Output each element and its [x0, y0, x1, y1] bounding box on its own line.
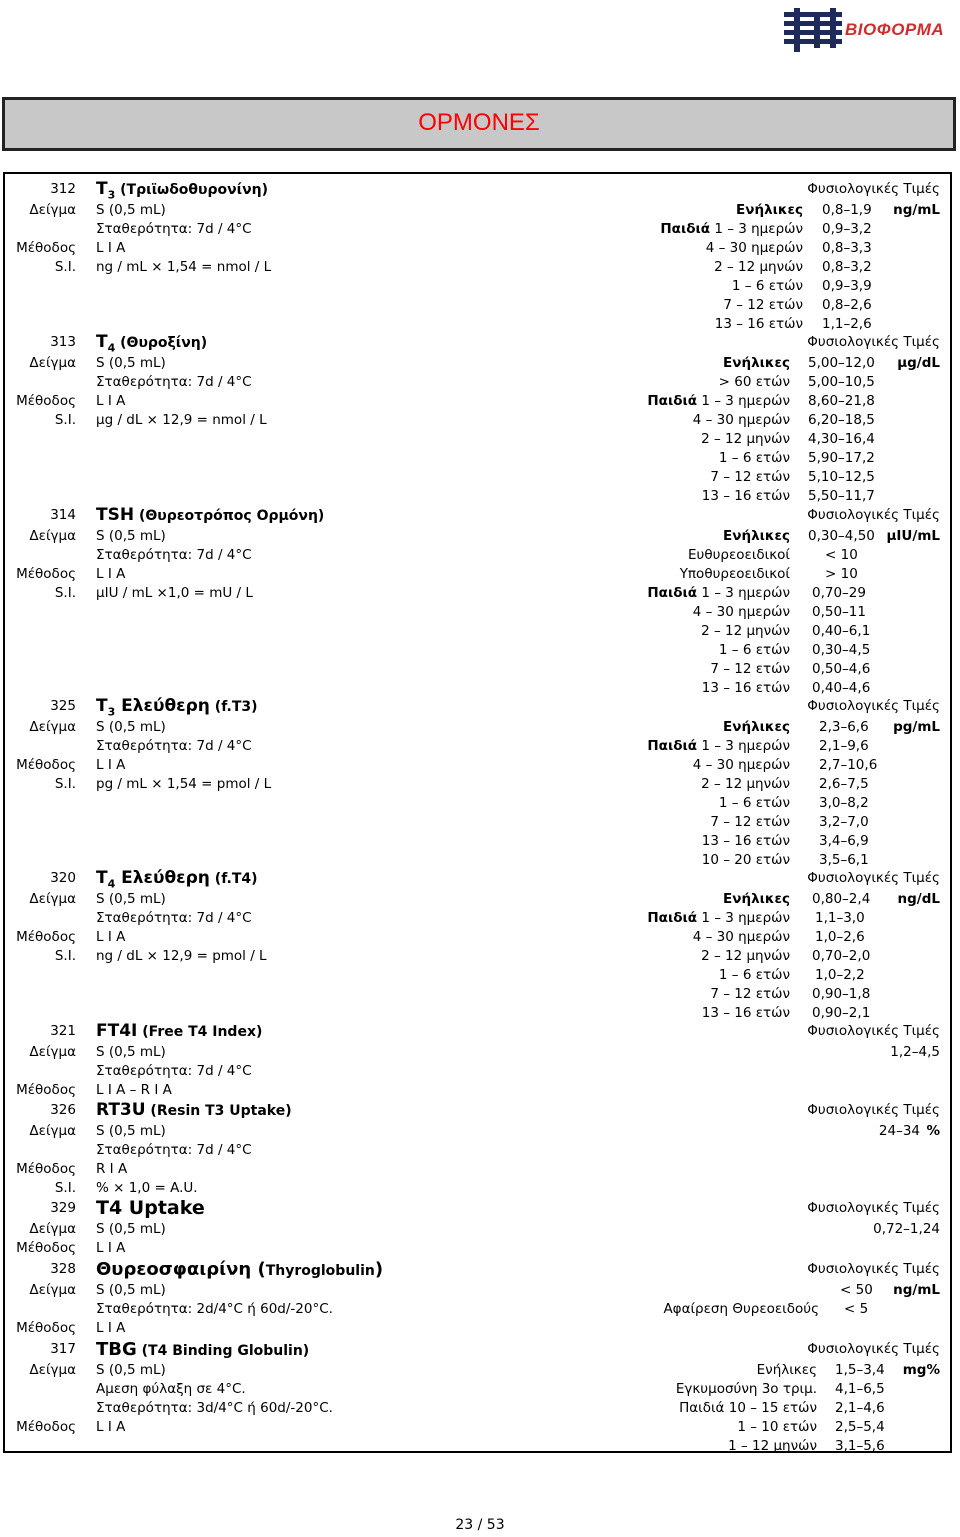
sample-value: S (0,5 mL) [96, 1282, 166, 1298]
range-value: 2,7–10,6 [819, 757, 878, 773]
method-label: Μέθοδος [16, 240, 76, 256]
range-value: 0,30–4,50 [808, 528, 875, 544]
group-label: 1 – 6 ετών [718, 967, 790, 983]
group-label: 7 – 12 ετών [723, 297, 803, 313]
sample-label: Δείγμα [29, 1362, 76, 1378]
range-value: 0,90–2,1 [812, 1005, 871, 1021]
group-label: Ενήλικες [736, 202, 803, 218]
range-value: 0,9–3,9 [822, 278, 872, 294]
method-label: Μέθοδος [16, 1082, 76, 1098]
range-value: 0,72–1,24 [873, 1221, 940, 1237]
range-value: 0,40–4,6 [812, 680, 871, 696]
stability: Σταθερότητα: 7d / 4°C [96, 374, 252, 390]
group-label: Υποθυρεοειδικοί [679, 566, 790, 582]
stability: Σταθερότητα: 7d / 4°C [96, 1142, 252, 1158]
group-label: 1 – 6 ετών [718, 450, 790, 466]
sample-value: S (0,5 mL) [96, 1221, 166, 1237]
group-label: Ενήλικες [723, 719, 790, 735]
method-value: L I A [96, 1419, 126, 1435]
sample-value: S (0,5 mL) [96, 891, 166, 907]
test-name: TBG (T4 Binding Globulin) [96, 1339, 310, 1360]
sample-label: Δείγμα [29, 1044, 76, 1060]
si-value: pg / mL × 1,54 = pmol / L [96, 776, 272, 792]
range-value: 5,10–12,5 [808, 469, 875, 485]
test-name: FT4I (Free T4 Index) [96, 1021, 263, 1041]
method-value: R I A [96, 1161, 128, 1177]
unit: ng/mL [893, 1282, 940, 1298]
si-value: % × 1,0 = A.U. [96, 1180, 198, 1196]
group-label: 2 – 12 μηνών [701, 623, 790, 639]
group-label: 2 – 12 μηνών [701, 431, 790, 447]
group-label: 13 – 16 ετών [701, 833, 790, 849]
range-value: 4,1–6,5 [835, 1381, 885, 1397]
normal-values-label: Φυσιολογικές Τιμές [807, 698, 940, 714]
normal-values-label: Φυσιολογικές Τιμές [807, 334, 940, 350]
sample-label: Δείγμα [29, 1282, 76, 1298]
sample-label: Δείγμα [29, 1221, 76, 1237]
method-value: L I A [96, 1320, 126, 1336]
range-value: 5,00–12,0 [808, 355, 875, 371]
test-code: 312 [50, 181, 76, 197]
test-name: Θυρεοσφαιρίνη (Thyroglobulin) [96, 1259, 384, 1280]
method-label: Μέθοδος [16, 393, 76, 409]
sample-value: S (0,5 mL) [96, 202, 166, 218]
sample-value: S (0,5 mL) [96, 1362, 166, 1378]
range-value: 5,90–17,2 [808, 450, 875, 466]
group-label: 13 – 16 ετών [714, 316, 803, 332]
test-name: $T_4$ (Θυροξίνη) [96, 332, 208, 355]
test-code: 320 [50, 870, 76, 886]
group-label: 1 – 12 μηνών [728, 1438, 817, 1454]
group-label: 4 – 30 ημερών [692, 604, 790, 620]
range-value: 0,40–6,1 [812, 623, 871, 639]
range-value: 1,1–2,6 [822, 316, 872, 332]
group-label: Παιδιά 1 – 3 ημερών [647, 585, 790, 601]
method-label: Μέθοδος [16, 929, 76, 945]
group-label: 7 – 12 ετών [710, 986, 790, 1002]
sample-value: S (0,5 mL) [96, 1123, 166, 1139]
sample-label: Δείγμα [29, 355, 76, 371]
test-name: $T_4$ Ελεύθερη (f.T4) [96, 868, 258, 891]
test-name: TSH (Θυρεοτρόπος Ορμόνη) [96, 505, 325, 525]
group-label: 2 – 12 μηνών [714, 259, 803, 275]
unit: pg/mL [893, 719, 940, 735]
group-label: 2 – 12 μηνών [701, 948, 790, 964]
group-label: Ενήλικες [723, 528, 790, 544]
range-value: 1,0–2,2 [815, 967, 865, 983]
sample-value: S (0,5 mL) [96, 719, 166, 735]
range-value: 0,50–11 [812, 604, 866, 620]
range-value: 0,90–1,8 [812, 986, 871, 1002]
range-value: 5,00–10,5 [808, 374, 875, 390]
stability: Σταθερότητα: 7d / 4°C [96, 910, 252, 926]
sample-label: Δείγμα [29, 202, 76, 218]
unit: μIU/mL [886, 528, 940, 544]
group-label: Παιδιά 10 – 15 ετών [679, 1400, 817, 1416]
group-label: 4 – 30 ημερών [692, 412, 790, 428]
si-value: μg / dL × 12,9 = nmol / L [96, 412, 267, 428]
test-code: 329 [50, 1200, 76, 1216]
normal-values-label: Φυσιολογικές Τιμές [807, 1200, 940, 1216]
group-label: Ευθυρεοειδικοί [687, 547, 790, 563]
group-label: 4 – 30 ημερών [692, 757, 790, 773]
stability: Σταθερότητα: 7d / 4°C [96, 1063, 252, 1079]
range-value: 0,50–4,6 [812, 661, 871, 677]
method-label: Μέθοδος [16, 566, 76, 582]
method-value: L I A – R I A [96, 1082, 172, 1098]
group-label: 7 – 12 ετών [710, 814, 790, 830]
logo-text: ΒΙΟΦΟΡΜΑ [845, 20, 945, 39]
test-code: 325 [50, 698, 76, 714]
si-value: μIU / mL ×1,0 = mU / L [96, 585, 253, 601]
si-value: ng / mL × 1,54 = nmol / L [96, 259, 272, 275]
group-label: 2 – 12 μηνών [701, 776, 790, 792]
group-label: > 60 ετών [718, 374, 790, 390]
normal-values-label: Φυσιολογικές Τιμές [807, 1102, 940, 1118]
unit: ng/mL [893, 202, 940, 218]
method-label: Μέθοδος [16, 1161, 76, 1177]
sample-value: S (0,5 mL) [96, 1044, 166, 1060]
test-code: 321 [50, 1023, 76, 1039]
group-label: Παιδιά 1 – 3 ημερών [647, 393, 790, 409]
sample-value: S (0,5 mL) [96, 528, 166, 544]
range-value: 0,8–2,6 [822, 297, 872, 313]
stability: Σταθερότητα: 3d/4°C ή 60d/-20°C. [96, 1400, 333, 1416]
range-value: 2,1–4,6 [835, 1400, 885, 1416]
range-value: 3,0–8,2 [819, 795, 869, 811]
method-label: Μέθοδος [16, 1240, 76, 1256]
si-label: S.I. [54, 412, 76, 428]
test-name: $T_3$ (Τριϊωδοθυρονίνη) [96, 179, 269, 202]
si-label: S.I. [54, 585, 76, 601]
test-name: $T_3$ Ελεύθερη (f.T3) [96, 696, 258, 719]
range-value: < 5 [844, 1301, 869, 1317]
normal-values-label: Φυσιολογικές Τιμές [807, 1023, 940, 1039]
group-label: 7 – 12 ετών [710, 469, 790, 485]
test-code: 314 [50, 507, 76, 523]
range-value: 0,9–3,2 [822, 221, 872, 237]
method-value: L I A [96, 757, 126, 773]
method-label: Μέθοδος [16, 1419, 76, 1435]
group-label: 1 – 6 ετών [718, 642, 790, 658]
stability: Σταθερότητα: 2d/4°C ή 60d/-20°C. [96, 1301, 333, 1317]
unit: μg/dL [897, 355, 940, 371]
range-value: 1,5–3,4 [835, 1362, 885, 1378]
stability: Σταθερότητα: 7d / 4°C [96, 547, 252, 563]
method-value: L I A [96, 240, 126, 256]
stability: Σταθερότητα: 7d / 4°C [96, 738, 252, 754]
test-code: 328 [50, 1261, 76, 1277]
range-value: 0,8–1,9 [822, 202, 872, 218]
range-value: 2,3–6,6 [819, 719, 869, 735]
range-value: 3,1–5,6 [835, 1438, 885, 1454]
normal-values-label: Φυσιολογικές Τιμές [807, 181, 940, 197]
method-value: L I A [96, 566, 126, 582]
si-label: S.I. [54, 1180, 76, 1196]
range-value: 1,0–2,6 [815, 929, 865, 945]
range-value: 5,50–11,7 [808, 488, 875, 504]
sample-label: Δείγμα [29, 1123, 76, 1139]
group-label: Παιδιά 1 – 3 ημερών [647, 738, 790, 754]
test-code: 326 [50, 1102, 76, 1118]
group-label: 7 – 12 ετών [710, 661, 790, 677]
test-code: 317 [50, 1341, 76, 1357]
page-title: ΟΡΜΟΝΕΣ [418, 109, 540, 136]
group-label: Αφαίρεση Θυρεοειδούς [663, 1301, 819, 1317]
range-value: 2,6–7,5 [819, 776, 869, 792]
group-label: Παιδιά 1 – 3 ημερών [647, 910, 790, 926]
group-label: Ενήλικες [756, 1362, 817, 1378]
range-value: 0,70–2,0 [812, 948, 871, 964]
test-code: 313 [50, 334, 76, 350]
method-value: L I A [96, 1240, 126, 1256]
unit: % [926, 1123, 940, 1139]
group-label: 13 – 16 ετών [701, 1005, 790, 1021]
method-label: Μέθοδος [16, 1320, 76, 1336]
range-value: 24–34 [878, 1123, 920, 1139]
range-value: 6,20–18,5 [808, 412, 875, 428]
range-value: 0,70–29 [812, 585, 866, 601]
group-label: 1 – 6 ετών [731, 278, 803, 294]
range-value: 8,60–21,8 [808, 393, 875, 409]
sample-label: Δείγμα [29, 891, 76, 907]
range-value: 3,4–6,9 [819, 833, 869, 849]
range-value: < 50 [840, 1282, 873, 1298]
group-label: 4 – 30 ημερών [692, 929, 790, 945]
group-label: 1 – 10 ετών [737, 1419, 817, 1435]
test-name: RT3U (Resin T3 Uptake) [96, 1100, 292, 1120]
range-value: 0,80–2,4 [812, 891, 871, 907]
range-value: 0,30–4,5 [812, 642, 871, 658]
normal-values-label: Φυσιολογικές Τιμές [807, 1341, 940, 1357]
range-value: > 10 [825, 566, 858, 582]
range-value: 1,2–4,5 [890, 1044, 940, 1060]
normal-values-label: Φυσιολογικές Τιμές [807, 870, 940, 886]
storage: Αμεση φύλαξη σε 4°C. [96, 1381, 246, 1397]
group-label: 13 – 16 ετών [701, 680, 790, 696]
range-value: 1,1–3,0 [815, 910, 865, 926]
range-value: 3,5–6,1 [819, 852, 869, 868]
group-label: 1 – 6 ετών [718, 795, 790, 811]
group-label: Ενήλικες [723, 891, 790, 907]
sample-label: Δείγμα [29, 719, 76, 735]
test-name: T4 Uptake [96, 1197, 205, 1219]
range-value: 0,8–3,3 [822, 240, 872, 256]
range-value: < 10 [825, 547, 858, 563]
si-label: S.I. [54, 948, 76, 964]
si-label: S.I. [54, 776, 76, 792]
group-label: 10 – 20 ετών [701, 852, 790, 868]
range-value: 2,5–5,4 [835, 1419, 885, 1435]
si-label: S.I. [54, 259, 76, 275]
unit: mg% [902, 1362, 940, 1378]
unit: ng/dL [897, 891, 940, 907]
normal-values-label: Φυσιολογικές Τιμές [807, 1261, 940, 1277]
group-label: Εγκυμοσύνη 3ο τριμ. [675, 1381, 817, 1397]
method-value: L I A [96, 393, 126, 409]
page-number: 23 / 53 [455, 1517, 505, 1533]
range-value: 0,8–3,2 [822, 259, 872, 275]
group-label: Ενήλικες [723, 355, 790, 371]
range-value: 4,30–16,4 [808, 431, 875, 447]
title-bar [2, 97, 956, 151]
method-label: Μέθοδος [16, 757, 76, 773]
group-label: Παιδιά 1 – 3 ημερών [660, 221, 803, 237]
range-value: 3,2–7,0 [819, 814, 869, 830]
sample-label: Δείγμα [29, 528, 76, 544]
range-value: 2,1–9,6 [819, 738, 869, 754]
si-value: ng / dL × 12,9 = pmol / L [96, 948, 267, 964]
stability: Σταθερότητα: 7d / 4°C [96, 221, 252, 237]
normal-values-label: Φυσιολογικές Τιμές [807, 507, 940, 523]
group-label: 13 – 16 ετών [701, 488, 790, 504]
method-value: L I A [96, 929, 126, 945]
sample-value: S (0,5 mL) [96, 355, 166, 371]
group-label: 4 – 30 ημερών [705, 240, 803, 256]
